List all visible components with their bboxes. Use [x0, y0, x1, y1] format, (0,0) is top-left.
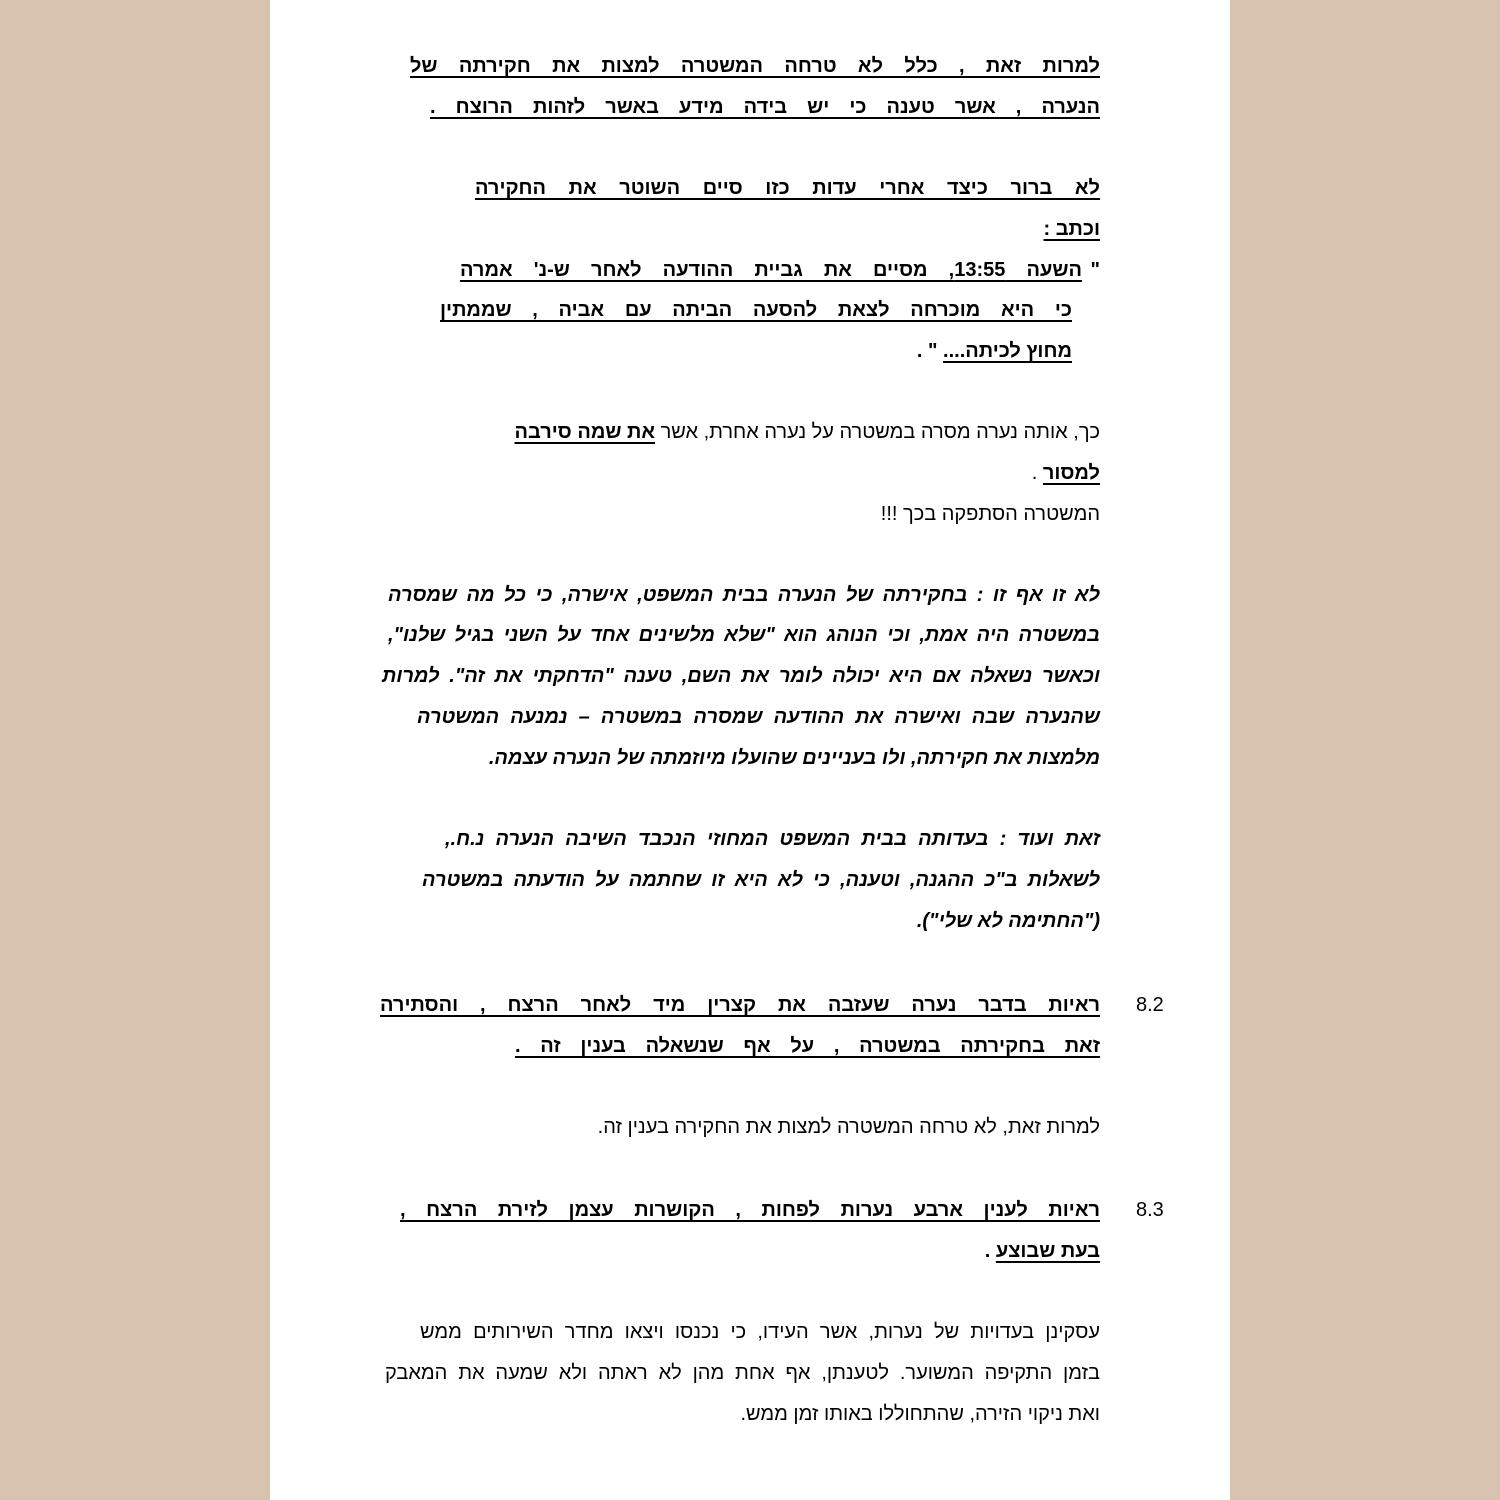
- paragraph-line: שהנערה שבה ואישרה את ההודעה שמסרה במשטרה – נמנעה המשטרה: [417, 706, 1100, 728]
- paragraph-line: [515, 420, 1100, 444]
- quote-close: " .: [916, 340, 944, 362]
- heading-tail: .: [984, 1240, 996, 1262]
- paragraph-line: זאת ועוד : בעדותה בבית המשפט המחוזי הנכבד השיבה הנערה נ.ח.,: [445, 828, 1100, 850]
- plain-text: כך, אותה נערה מסרה במשטרה על נערה אחרת, אשר: [655, 421, 1100, 443]
- quote-text: מחוץ לכיתה....: [943, 340, 1072, 362]
- emphasis-text: את שמה סירבה: [514, 421, 656, 443]
- paragraph-line: למרות זאת , כלל לא טרחה המשטרה למצות את חקירתה של: [410, 55, 1100, 77]
- paragraph-line: לשאלות ב"כ ההגנה, וטענה, כי לא היא זו שחתמה על הודעתה במשטרה: [422, 869, 1100, 891]
- paragraph-line: לא ברור כיצד אחרי עדות כזו סיים השוטר את החקירה: [475, 177, 1100, 199]
- paragraph-line: וכתב :: [1043, 218, 1100, 240]
- plain-text: .: [1031, 462, 1043, 484]
- quote-mark: ": [1090, 259, 1100, 281]
- paragraph-line: בזמן התקיפה המשוער. לטענתן, אף אחת מהן לא ראתה ולא שמעה את המאבק: [385, 1362, 1100, 1384]
- paragraph-line: לא זו אף זו : בחקירתה של הנערה בבית המשפט, אישרה, כי כל מה שמסרה: [388, 584, 1100, 606]
- paragraph-line: הנערה , אשר טענה כי יש בידה מידע באשר לזהות הרוצח .: [430, 96, 1100, 118]
- emphasis-text: למסור: [1042, 462, 1100, 484]
- paragraph-line: וכאשר נשאלה אם היא יכולה לומר את השם, טענה "הדחקתי את זה". למרות: [382, 665, 1100, 687]
- paragraph-line: ואת ניקוי הזירה, שהתחוללו באותו זמן ממש.: [740, 1403, 1100, 1425]
- section-number: 8.3: [1136, 1199, 1164, 1221]
- document-page: [270, 0, 1230, 1500]
- paragraph-line: המשטרה הסתפקה בכך !!!: [880, 503, 1100, 525]
- section-heading-line: זאת בחקירתה במשטרה , על אף שנשאלה בענין זה .: [515, 1035, 1100, 1057]
- section-number: 8.2: [1136, 994, 1164, 1016]
- paragraph-line: עסקינן בעדויות של נערות, אשר העידו, כי נכנסו ויצאו מחדר השירותים ממש: [420, 1321, 1100, 1343]
- paragraph-line: במשטרה היה אמת, וכי הנוהג הוא "שלא מלשינים אחד על השני בגיל שלנו",: [388, 624, 1100, 646]
- quote-line: [917, 339, 1072, 363]
- section-heading-line: ראיות לענין ארבע נערות לפחות , הקושרות עצמן לזירת הרצח ,: [400, 1199, 1100, 1221]
- section-heading-line: [985, 1239, 1100, 1263]
- quote-line: כי היא מוכרחה לצאת להסעה הביתה עם אביה , שממתין: [440, 299, 1072, 321]
- paragraph-line: ("החתימה לא שלי").: [916, 910, 1100, 932]
- paragraph-line: [1032, 461, 1100, 485]
- section-heading-line: ראיות בדבר נערה שעזבה את קצרין מיד לאחר הרצח , והסתירה: [380, 994, 1100, 1016]
- quote-line: השעה 13:55, מסיים את גביית ההודעה לאחר ש-נ' אמרה: [460, 259, 1082, 281]
- paragraph-line: למרות זאת, לא טרחה המשטרה למצות את החקירה בענין זה.: [597, 1116, 1100, 1138]
- heading-text: בעת שבוצע: [995, 1240, 1100, 1262]
- paragraph-line: מלמצות את חקירתה, ולו בעניינים שהועלו מיוזמתה של הנערה עצמה.: [488, 747, 1100, 769]
